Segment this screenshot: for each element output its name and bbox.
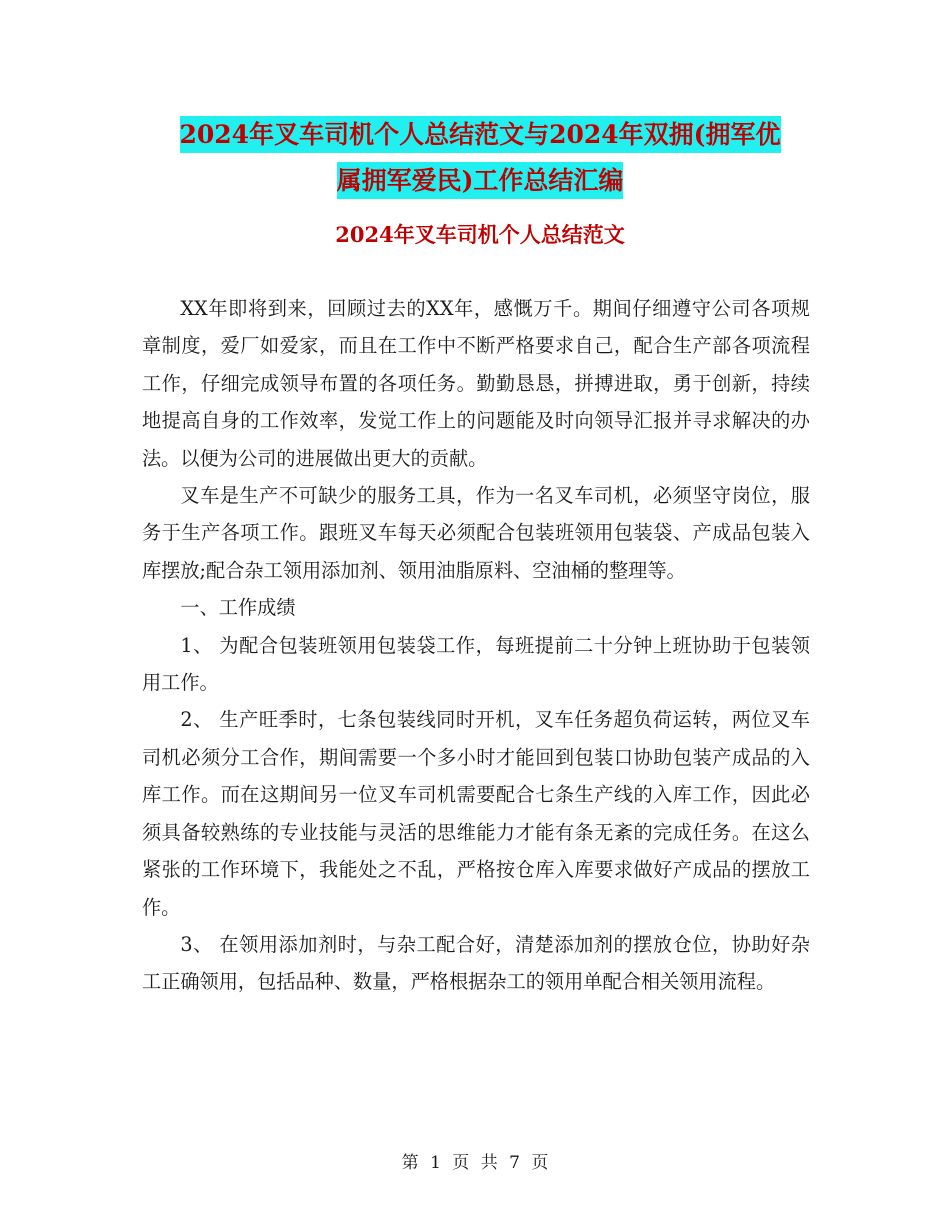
list-item-1: 1、 为配合包装班领用包装袋工作，每班提前二十分钟上班协助于包装领用工作。 <box>142 633 810 695</box>
document-title-line-1: 2024年叉车司机个人总结范文与2024年双拥(拥军优 <box>180 116 781 153</box>
heading-work-achievements: 一、工作成绩 <box>180 596 296 620</box>
page-footer: 第 1 页 共 7 页 <box>401 1153 549 1173</box>
document-title <box>140 112 820 204</box>
paragraph-forklift-duty: 叉车是生产不可缺少的服务工具，作为一名叉车司机，必须坚守岗位，服务于生产各项工作。跟班叉车每天必须配合包装班领用包装袋、产成品包装入库摆放;配合杂工领用添加剂、领用油脂原料、空油桶的整理等。 <box>142 484 810 582</box>
paragraph-intro: XX年即将到来，回顾过去的XX年，感慨万千。期间仔细遵守公司各项规章制度，爱厂如爱家，而且在工作中不断严格要求自己，配合生产部各项流程工作，仔细完成领导布置的各项任务。勤勤恳恳，拼搏进取，勇于创新，持续地提高自身的工作效率，发觉工作上的问题能及时向领导汇报并寻求解决的办法。以便为公司的进展做出更大的贡献。 <box>142 297 810 470</box>
document-title-line-2: 属拥军爱民)工作总结汇编 <box>337 162 624 199</box>
document-body <box>142 290 810 1001</box>
list-item-3: 3、 在领用添加剂时，与杂工配合好，清楚添加剂的摆放仓位，协助好杂工正确领用，包括品种、数量，严格根据杂工的领用单配合相关领用流程。 <box>142 932 810 994</box>
list-item-2: 2、 生产旺季时，七条包装线同时开机，叉车任务超负荷运转，两位叉车司机必须分工合作，期间需要一个多小时才能回到包装口协助包装产成品的入库工作。而在这期间另一位叉车司机需要配合七条生产线的入库工作，因此必须具备较熟练的专业技能与灵活的思维能力才能有条无紊的完成任务。在这么紧张的工作环境下，我能处之不乱，严格按仓库入库要求做好产成品的摆放工作。 <box>142 708 810 919</box>
section-title: 2024年叉车司机个人总结范文 <box>335 222 625 247</box>
